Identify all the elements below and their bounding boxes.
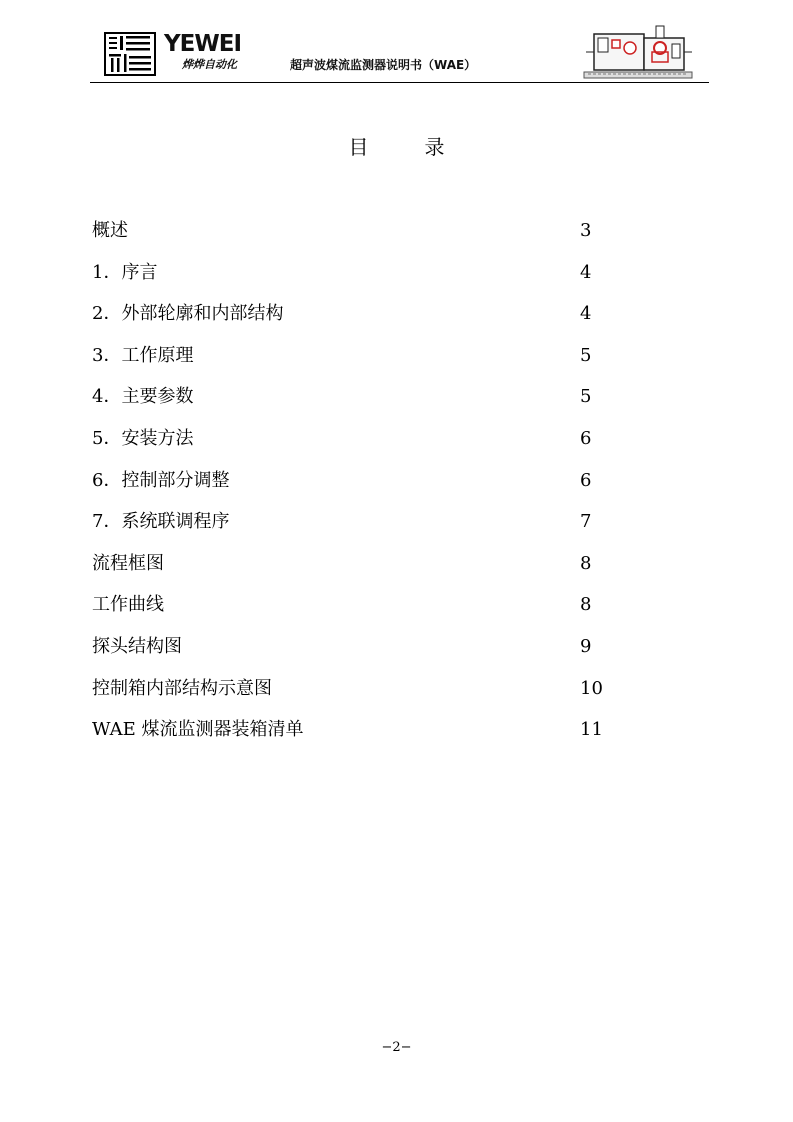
toc-entry-label: 概述 (92, 220, 128, 241)
page-header (0, 0, 793, 84)
toc-heading-left: 目 (348, 135, 369, 159)
toc-entry-label: 3．工作原理 (92, 344, 194, 366)
toc-entry[interactable] (92, 549, 622, 591)
toc-heading-right: 录 (424, 135, 445, 159)
toc-entry-page: 4 (580, 261, 592, 283)
toc-entry-label: 5．安装方法 (92, 427, 194, 449)
toc-entry[interactable] (92, 382, 622, 424)
header-divider (90, 82, 709, 83)
toc-entry-label: 2．外部轮廓和内部结构 (92, 303, 284, 325)
toc-entry-page: 9 (580, 635, 592, 657)
toc-entry-page: 10 (580, 677, 603, 699)
toc-entry[interactable] (92, 507, 622, 549)
monitor-device-illustration-icon (582, 22, 694, 80)
toc-entry-page: 8 (580, 552, 592, 574)
toc-entry[interactable] (92, 590, 622, 632)
toc-entry-label: 工作曲线 (92, 594, 164, 616)
toc-entry-label: 6．控制部分调整 (92, 469, 230, 491)
toc-entry[interactable] (92, 466, 622, 508)
document-title: 超声波煤流监测器说明书（WAE） (290, 58, 477, 72)
toc-entry-page: 6 (580, 427, 592, 449)
toc-entry-page: 4 (580, 303, 592, 325)
toc-entry[interactable] (92, 216, 622, 258)
toc-entry-page: 5 (580, 386, 592, 408)
company-logo-icon (104, 32, 156, 76)
toc-entry-label: WAE 煤流监测器装箱清单 (92, 719, 304, 741)
toc-entry-page: 3 (580, 220, 592, 241)
toc-entry[interactable] (92, 674, 622, 716)
toc-entry-page: 8 (580, 594, 592, 616)
toc-entry[interactable] (92, 715, 622, 757)
toc-entry-page: 6 (580, 469, 592, 491)
toc-entry[interactable] (92, 299, 622, 341)
page-number: −2− (381, 1040, 412, 1055)
toc-entry[interactable] (92, 341, 622, 383)
toc-entry[interactable] (92, 258, 622, 300)
toc-entry-label: 7．系统联调程序 (92, 511, 230, 533)
toc-entry-label: 探头结构图 (92, 635, 182, 657)
toc-entry-label: 流程框图 (92, 552, 164, 574)
brand-name: YEWEI (164, 31, 242, 57)
toc-entry-page: 7 (580, 511, 592, 533)
brand-subtitle: 烨烨自动化 (182, 58, 237, 71)
toc-entry-label: 1．序言 (92, 261, 158, 283)
toc-heading (0, 134, 793, 160)
toc-entry[interactable] (92, 632, 622, 674)
table-of-contents (92, 216, 622, 757)
toc-entry-page: 5 (580, 344, 592, 366)
toc-entry-label: 4．主要参数 (92, 386, 194, 408)
toc-entry[interactable] (92, 424, 622, 466)
toc-entry-label: 控制箱内部结构示意图 (92, 677, 272, 699)
toc-entry-page: 11 (580, 719, 603, 741)
